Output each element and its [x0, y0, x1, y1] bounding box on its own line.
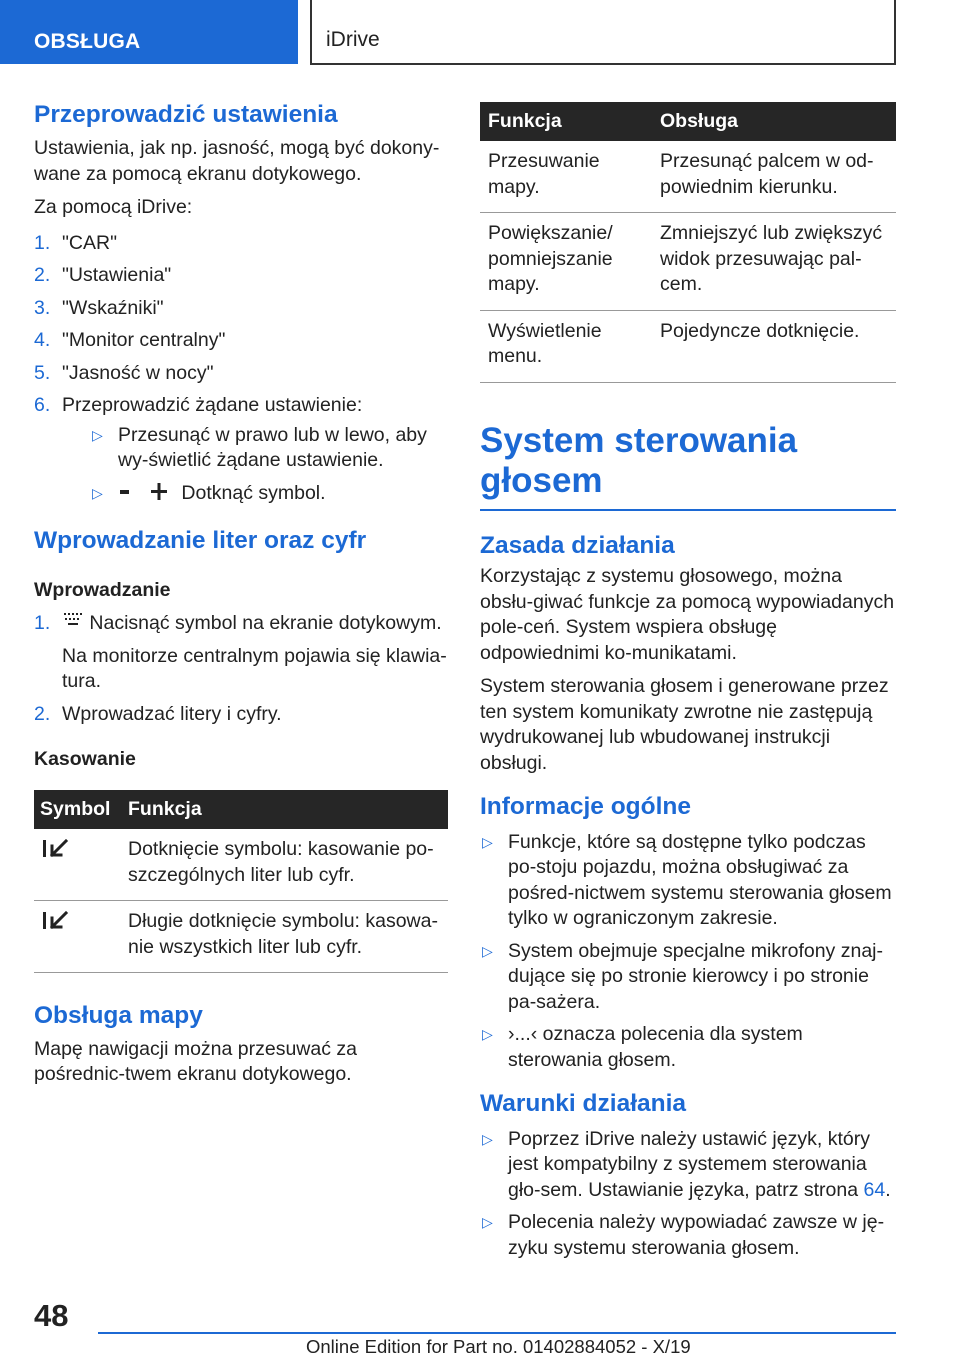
letters-heading: Wprowadzanie liter oraz cyfr [34, 527, 367, 555]
principle-p1: Korzystając z systemu głosowego, można obsłu-giwać funkcje za pomocą wypowiadanych pole-ceń. System wspiera obsługę odpowiednimi ko-munikatami. [480, 565, 895, 664]
minus-plus-icon [118, 482, 176, 502]
list-item: ▷ ›...‹ oznacza polecenia dla system sterowania głosem. [482, 1023, 803, 1071]
page-number: 48 [34, 1298, 69, 1333]
settings-via: Za pomocą iDrive: [34, 196, 193, 219]
table-row: Wyświetlenie menu. Pojedyncze dotknięcie. [480, 310, 896, 382]
conditions-heading: Warunki działania [480, 1090, 687, 1118]
chapter-box [310, 0, 896, 65]
conditions-list [480, 1127, 896, 1262]
map-table [480, 102, 896, 383]
list-item: 6. Przeprowadzić żądane ustawienie: ▷ Przesunąć w prawo lub w lewo, aby wy-świetlić żądane ustawienie. ▷ Dotknąć symbol. [34, 393, 448, 506]
map-text: Mapę nawigacji można przesuwać za pośrednic-twem ekranu dotykowego. [34, 1037, 357, 1086]
voice-title: System sterowania głosem [480, 420, 798, 500]
left-column [34, 100, 448, 1096]
list-item: ▷ Funkcje, które są dostępne tylko podczas po-stoju pojazdu, można obsługiwać za pośred-nictwem systemu sterowania głosem tylko w ograniczonym zakresie. [482, 830, 892, 930]
table-header: Obsługa [652, 102, 896, 141]
triangle-marker-icon: ▷ [482, 942, 493, 959]
list-item: ▷ Polecenia należy wypowiadać zawsze w ję-zyku systemu sterowania głosem. [482, 1211, 885, 1259]
settings-intro: Ustawienia, jak np. jasność, mogą być dokony-wane za pomocą ekranu dotykowego. [34, 137, 440, 185]
general-list [480, 830, 896, 1074]
list-item: 3. "Wskaźniki" [34, 296, 164, 319]
backspace-icon [40, 909, 70, 931]
list-item: 5. "Jasność w nocy" [34, 361, 214, 384]
sub-list [90, 423, 448, 507]
triangle-marker-icon: ▷ [482, 833, 493, 850]
delete-table [34, 790, 448, 973]
list-item: 4. "Monitor centralny" [34, 329, 226, 352]
table-header: Funkcja [120, 790, 448, 829]
settings-steps [34, 231, 448, 507]
settings-heading: Przeprowadzić ustawienia [34, 101, 338, 128]
table-row: Powiększanie/ pomniejszanie mapy. Zmniejszyć lub zwiększyć widok przesuwając pal-cem. [480, 213, 896, 311]
table-row: Dotknięcie symbolu: kasowanie po-szczególnych liter lub cyfr. [34, 829, 448, 901]
backspace-icon [40, 837, 70, 859]
edition-text: Online Edition for Part no. 01402884052 - X/19 [306, 1336, 691, 1357]
triangle-marker-icon: ▷ [482, 1026, 493, 1043]
table-row: Długie dotknięcie symbolu: kasowa-nie wszystkich liter lub cyfr. [34, 901, 448, 973]
list-item: 1. "CAR" [34, 231, 118, 254]
list-item: ▷ Poprzez iDrive należy ustawić język, który jest kompatybilny z systemem sterowania gło-sem. Ustawianie języka, patrz strona 64. [482, 1127, 891, 1201]
step-note: Na monitorze centralnym pojawia się klawia-tura. [62, 644, 447, 693]
right-column [480, 102, 896, 1268]
principle-p2: System sterowania głosem i generowane przez ten system komunikaty zwrotne nie zastępują wydrukowanej lub wbudowanej instrukcji obsługi. [480, 675, 889, 774]
triangle-marker-icon: ▷ [482, 1130, 493, 1147]
general-heading: Informacje ogólne [480, 793, 692, 821]
letters-steps [34, 611, 448, 727]
section-title: OBSŁUGA [34, 30, 141, 53]
page-link[interactable]: 64 [863, 1178, 886, 1201]
delete-subheading: Kasowanie [34, 748, 136, 771]
list-item: 2. Wprowadzać litery i cyfry. [34, 702, 282, 725]
keyboard-icon [62, 611, 84, 631]
list-item: ▷ Przesunąć w prawo lub w lewo, aby wy-świetlić żądane ustawienie. [92, 423, 427, 472]
triangle-marker-icon: ▷ [92, 484, 103, 501]
list-item: 1. Nacisnąć symbol na ekranie dotykowym. Na monitorze centralnym pojawia się klawia-tura. [34, 611, 448, 695]
triangle-marker-icon: ▷ [482, 1214, 493, 1231]
title-rule [480, 509, 896, 511]
list-item: 2. "Ustawienia" [34, 264, 172, 287]
table-row: Przesuwanie mapy. Przesunąć palcem w od-powiednim kierunku. [480, 141, 896, 213]
list-item: ▷ System obejmuje specjalne mikrofony znaj-dujące się po stronie kierowcy i po stronie pa-sażera. [482, 939, 883, 1013]
principle-heading: Zasada działania [480, 532, 675, 559]
input-subheading: Wprowadzanie [34, 578, 171, 601]
list-item: ▷ Dotknąć symbol. [90, 481, 448, 507]
triangle-marker-icon: ▷ [92, 426, 103, 443]
map-heading: Obsługa mapy [34, 1002, 203, 1030]
section-tab [0, 0, 298, 64]
table-header: Funkcja [480, 102, 652, 141]
footer-rule [98, 1332, 896, 1334]
chapter-title: iDrive [326, 28, 380, 51]
table-header: Symbol [34, 790, 120, 829]
